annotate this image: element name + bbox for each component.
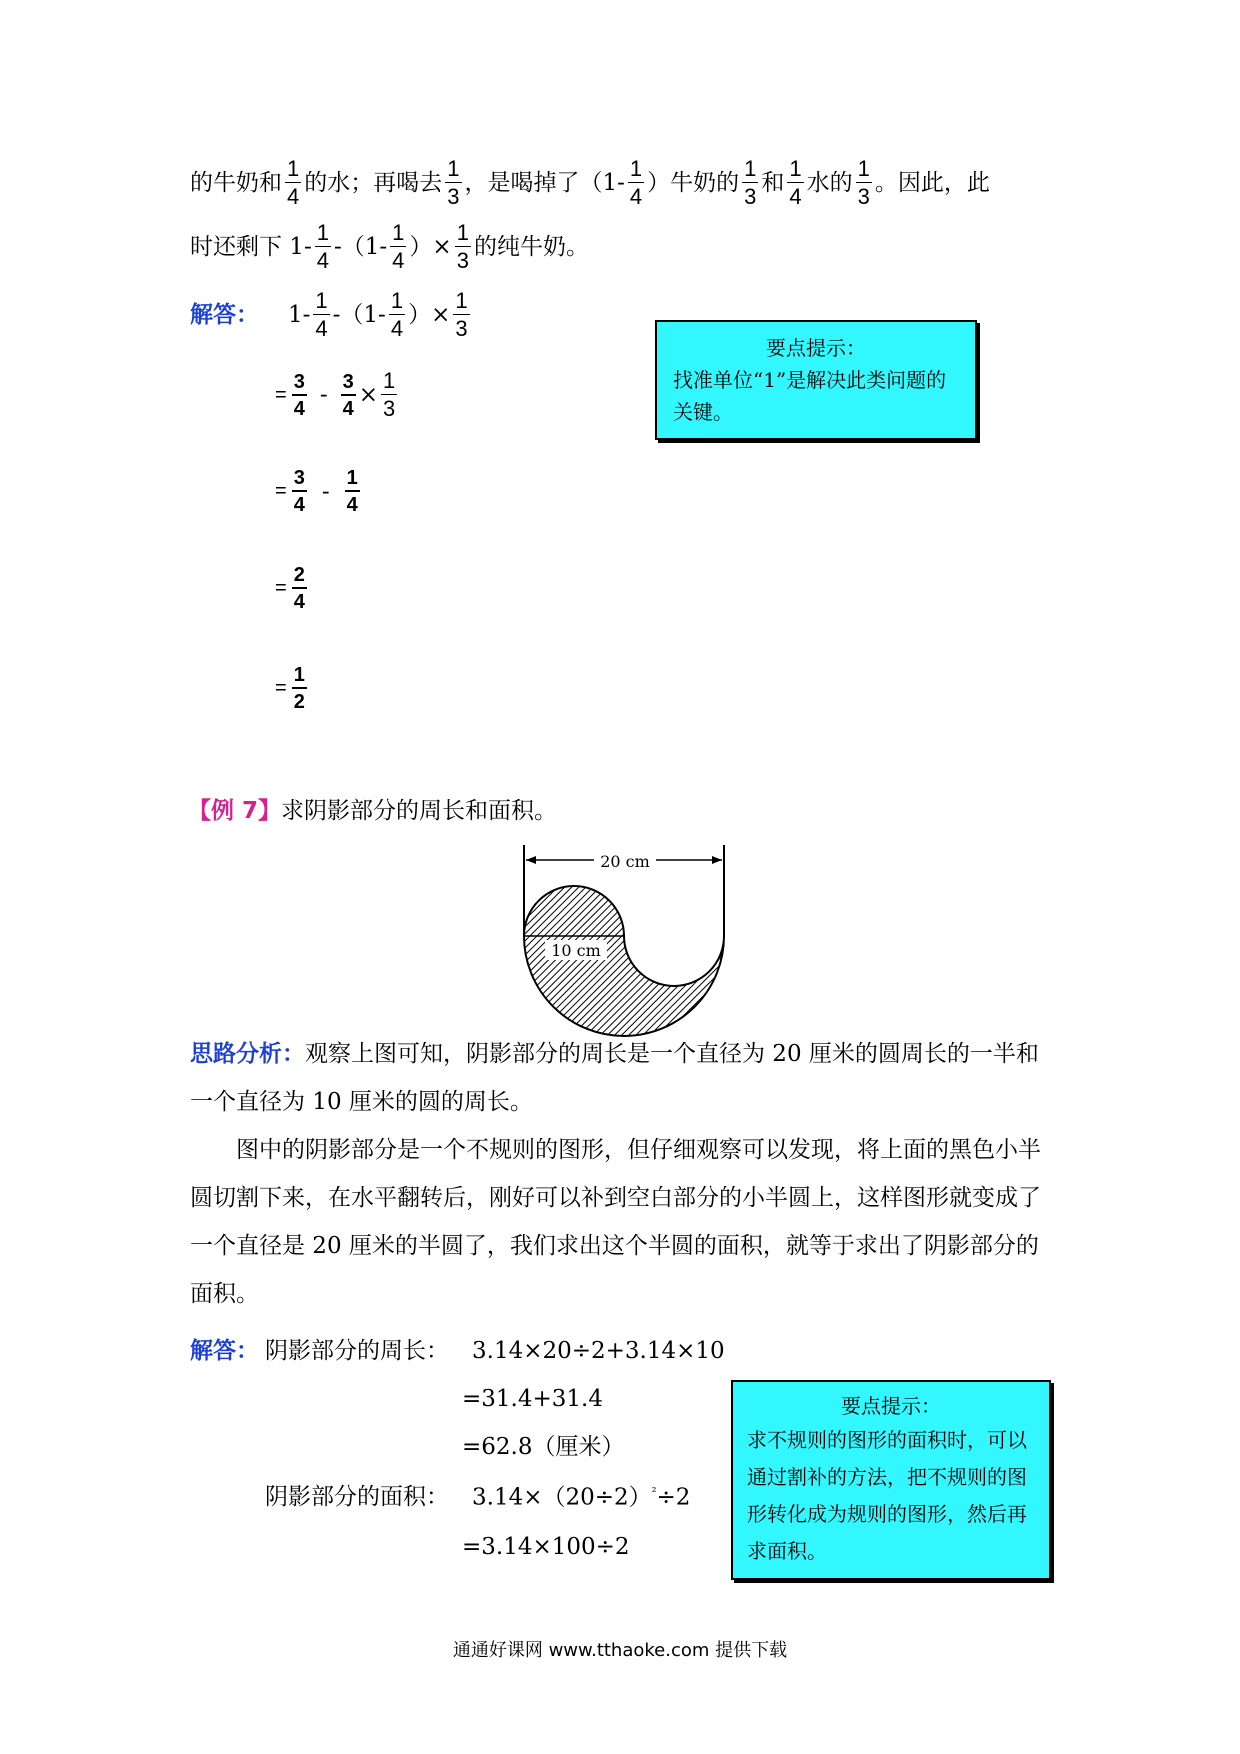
fraction-denominator: 4 (390, 316, 404, 341)
area-expression-text: 3.14×（20÷2） (472, 1484, 652, 1511)
fraction-numerator: 3 (292, 468, 307, 492)
intro-text: 时还剩下 1- (190, 233, 312, 260)
fraction-denominator: 4 (316, 248, 329, 273)
fraction (742, 158, 758, 208)
fraction (292, 468, 307, 515)
fraction (315, 222, 331, 272)
fraction-denominator: 4 (629, 184, 643, 209)
solution-step-2 (275, 468, 363, 515)
fraction-numerator: 1 (287, 156, 300, 181)
fraction-denominator: 3 (857, 184, 870, 209)
minus-sign: - (321, 478, 330, 505)
intro-text: 的水；再喝去 (304, 169, 443, 196)
analysis-paragraph-2 (190, 1126, 1060, 1318)
fraction (455, 222, 471, 272)
fraction-denominator: 3 (744, 184, 757, 209)
fraction-numerator: 3 (341, 372, 356, 396)
intro-text: 水的 (806, 169, 853, 196)
area-expression (472, 1486, 690, 1510)
fraction-denominator: 2 (293, 691, 305, 713)
area-step-1: =3.14×100÷2 (462, 1534, 630, 1560)
fraction-numerator: 1 (629, 156, 643, 181)
fraction-numerator: 1 (345, 468, 360, 492)
analysis-paragraph-1 (190, 1030, 1060, 1126)
fraction (856, 158, 872, 208)
area-expression-text: ÷2 (656, 1484, 691, 1511)
solution-step-3 (275, 565, 310, 612)
fraction (787, 158, 803, 208)
perimeter-step-1: =31.4+31.4 (462, 1386, 603, 1412)
perimeter-expression: 3.14×20÷2+3.14×10 (472, 1338, 725, 1364)
figure-label-mid: 10 cm (551, 941, 601, 960)
fraction-numerator: 1 (857, 156, 870, 181)
solution-label: 解答： (190, 301, 259, 328)
fraction-denominator: 4 (392, 248, 405, 273)
analysis-label: 思路分析： (190, 1041, 305, 1067)
example-7-line (188, 800, 557, 823)
fraction-denominator: 4 (315, 316, 328, 341)
fraction (381, 370, 397, 420)
solution-1-line (190, 290, 473, 340)
fraction-numerator: 1 (383, 368, 396, 393)
times-sign: × (358, 382, 378, 408)
area-expression-exponent: ² (651, 1485, 657, 1499)
fraction-denominator: 4 (293, 494, 305, 516)
page-footer: 通通好课网 www.tthaoke.com 提供下载 (452, 1640, 788, 1661)
perimeter-step-2: =62.8（厘米） (462, 1434, 625, 1460)
example-question: 求阴影部分的周长和面积。 (281, 798, 558, 824)
fraction-denominator: 3 (455, 316, 468, 341)
tip-title: 要点提示： (841, 1394, 941, 1418)
intro-text: ，是喝掉了（1- (464, 169, 625, 196)
fraction (453, 290, 469, 340)
fraction (313, 290, 329, 340)
fraction (292, 565, 307, 612)
analysis-text-2: 图中的阴影部分是一个不规则的图形，但仔细观察可以发现，将上面的黑色小半圆切割下来，在水平翻转后，刚好可以补到空白部分的小半圆上，这样图形就变成了一个直径是 20 厘米的半圆了，我们求出这个半圆的面积，就等于求出了阴影部分的面积。 (190, 1137, 1041, 1307)
fraction (389, 290, 405, 340)
equals-sign: = (275, 677, 287, 699)
fraction-numerator: 1 (292, 665, 307, 689)
intro-text: 和 (761, 169, 785, 196)
equals-sign: = (275, 480, 287, 502)
fraction-denominator: 3 (383, 396, 396, 421)
solution-text: 1- (288, 301, 311, 328)
fraction-denominator: 3 (447, 184, 460, 209)
fraction-denominator: 3 (456, 248, 469, 273)
tip-box-2 (731, 1380, 1051, 1580)
fraction-denominator: 4 (346, 494, 358, 516)
minus-sign: - (319, 382, 328, 408)
tip-box-1 (655, 320, 977, 440)
fraction-denominator: 4 (342, 397, 354, 420)
solution-2-label (190, 1340, 259, 1363)
tip-title: 要点提示： (766, 336, 866, 360)
solution-text: ）× (408, 301, 451, 328)
fraction-numerator: 3 (292, 372, 307, 396)
solution-text: -（1- (332, 301, 386, 328)
solution-label: 解答： (190, 1338, 259, 1364)
intro-text: -（1- (333, 233, 388, 260)
fraction-numerator: 1 (392, 220, 405, 245)
analysis-text-1: 观察上图可知，阴影部分的周长是一个直径为 20 厘米的圆周长的一半和一个直径为 10 厘米的圆的周长。 (190, 1041, 1039, 1115)
fraction-numerator: 2 (292, 565, 307, 589)
fraction-numerator: 1 (744, 156, 757, 181)
intro-text: 的牛奶和 (190, 169, 282, 196)
intro-text: 。因此，此 (874, 169, 990, 196)
fraction-denominator: 4 (293, 591, 305, 613)
perimeter-label: 阴影部分的周长： (265, 1338, 449, 1364)
intro-text: 的纯牛奶。 (473, 233, 589, 260)
intro-text: ）× (409, 233, 452, 260)
solution-step-4 (275, 665, 310, 712)
tip-body: 求不规则的图形的面积时，可以通过割补的方法，把不规则的图形转化成为规则的图形，然后再求面积。 (747, 1428, 1027, 1563)
equals-sign: = (275, 577, 287, 599)
fraction-denominator: 4 (293, 397, 305, 420)
fraction (390, 222, 406, 272)
fraction-denominator: 4 (789, 184, 802, 209)
fraction-numerator: 1 (315, 288, 328, 313)
fraction (445, 158, 461, 208)
intro-line-2 (190, 222, 589, 272)
fraction (285, 158, 301, 208)
fraction (345, 468, 360, 515)
solution-step-1 (275, 370, 400, 420)
fraction-numerator: 1 (316, 220, 329, 245)
fraction-numerator: 1 (390, 288, 404, 313)
area-label: 阴影部分的面积： (265, 1484, 449, 1510)
tip-body: 找准单位“1”是解决此类问题的关键。 (673, 368, 947, 424)
shaded-figure (505, 840, 745, 1040)
fraction (292, 372, 307, 419)
intro-text: ）牛奶的 (647, 169, 740, 196)
fraction-numerator: 1 (447, 156, 460, 181)
equals-sign: = (275, 383, 287, 406)
intro-line-1 (190, 158, 990, 208)
fraction-numerator: 1 (455, 288, 468, 313)
fraction (292, 665, 307, 712)
fraction (628, 158, 644, 208)
fraction-numerator: 1 (789, 156, 802, 181)
figure-label-top: 20 cm (600, 852, 650, 871)
fraction-numerator: 1 (456, 220, 469, 245)
fraction-denominator: 4 (287, 184, 300, 209)
fraction (341, 372, 356, 419)
example-tag: 【例 7】 (188, 798, 282, 824)
